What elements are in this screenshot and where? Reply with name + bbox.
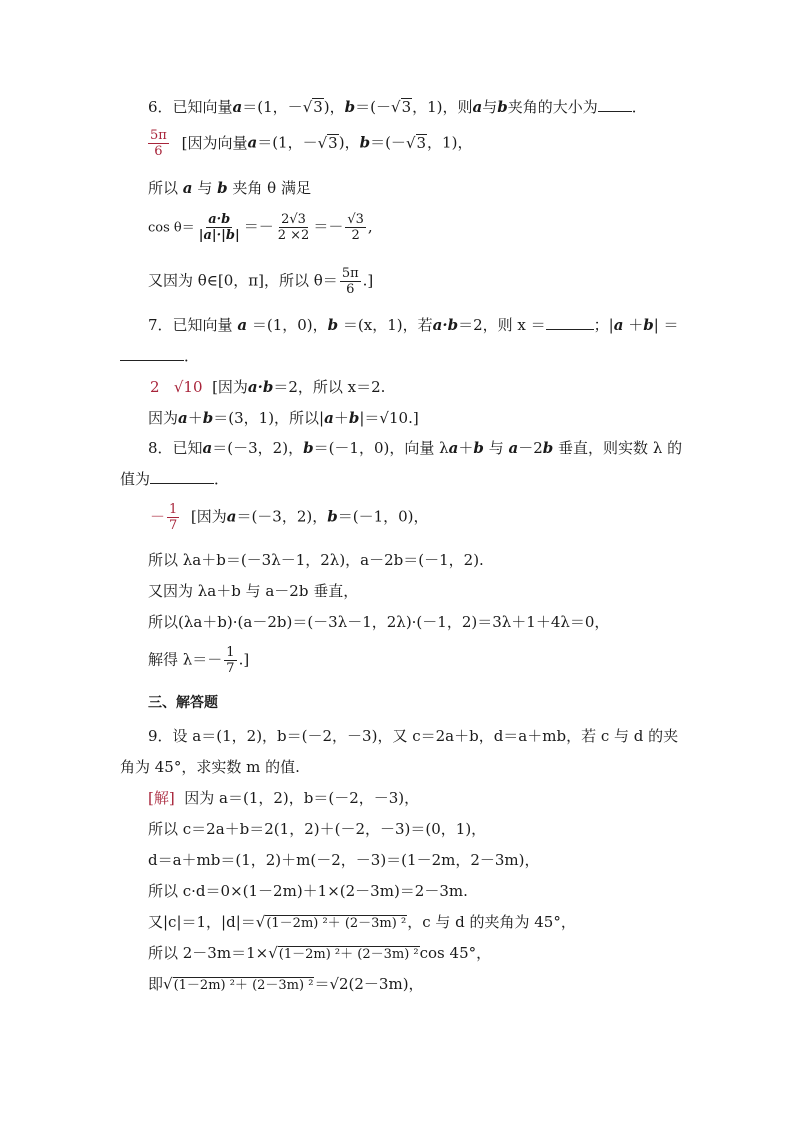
section-title: 三、解答题 [148,695,218,711]
answer-blank-2[interactable] [120,346,184,361]
q8-stem: 8．已知a＝(－3，2)，b＝(－1，0)，向量 λa＋b 与 a－2b 垂直，则实数 λ 的 [148,439,683,457]
answer-blank-1[interactable] [546,315,594,330]
q7-stem: 7．已知向量 a ＝(1，0)，b ＝(x，1)，若a·b＝2，则 x ＝ ；|a ＋b| ＝ [148,316,679,334]
q9-sol-line1: [解] 因为 a＝(1，2)，b＝(－2，－3)， [148,789,420,807]
q6-sol-line2: 所以 a 与 b 夹角 θ 满足 [148,179,311,197]
q8-sol-line3: 又因为 λa＋b 与 a－2b 垂直， [148,582,359,600]
q8-sol-line4: 所以(λa＋b)·(a－2b)＝(－3λ－1，2λ)·(－1，2)＝3λ＋1＋4λ＝0， [148,613,610,631]
q9-sol-line3: d＝a＋mb＝(1，2)＋m(－2，－3)＝(1－2m，2－3m)， [148,851,540,869]
q9-sol-line7: 即√(1－2m) ²＋ (2－3m) ²＝√2(2－3m)， [148,975,424,993]
q8-sol-line5: 解得 λ＝－ $\frac{1}{7}$ .] [148,645,250,676]
q9-sol-line5: 又|c|＝1，|d|＝√(1－2m) ²＋ (2－3m) ²，c 与 d 的夹角为 45°， [148,913,576,931]
q9-sol-line2: 所以 c＝2a＋b＝2(1，2)＋(－2，－3)＝(0，1)， [148,820,487,838]
answer-blank[interactable] [150,469,214,484]
q9-sol-line6: 所以 2－3m＝1×√(1－2m) ²＋ (2－3m) ²cos 45°， [148,944,492,962]
q6-answer: $\frac{5\pi}{6}$ [150,128,167,159]
q6-stem: 6．已知向量a＝(1，－√3)，b＝(－√3，1)，则a与b夹角的大小为 ． [148,98,647,116]
q6-answer-line: $\frac{5\pi}{6}$ [因为向量a＝(1，－√3)，b＝(－√3，1)， [150,128,473,159]
q7-stem-line2: ． [120,346,199,366]
q7-answer-line: 2 √10 [因为a·b＝2，所以 x＝2. [150,378,386,396]
q6-sol-line4: 又因为 θ∈[0，π]，所以 θ＝ $\frac{5\pi}{6}$ .] [148,266,374,297]
q9-stem-line2: 角为 45°，求实数 m 的值. [120,758,300,776]
q6-cos-line: cos θ＝ $\frac{a\cdot b}{|a|\cdot|b|}$ ＝－ $\frac{2√3}{2 \times 2}$ ＝－ $\frac{√3}{2}$ , [148,212,373,243]
q9-stem: 9．设 a＝(1，2)，b＝(－2，－3)，又 c＝2a＋b，d＝a＋mb，若 c 与 d 的夹 [148,727,679,745]
q9-sol-line4: 所以 c·d＝0×(1－2m)＋1×(2－3m)＝2－3m. [148,882,468,900]
q8-sol-line2: 所以 λa＋b＝(－3λ－1，2λ)，a－2b＝(－1，2). [148,551,484,569]
q8-answer-line: － $\frac{1}{7}$ [因为a＝(－3，2)，b＝(－1，0)， [150,502,429,533]
answer-blank[interactable] [598,97,632,112]
q7-sol-line2: 因为a＋b＝(3，1)，所以|a＋b|＝√10.] [148,409,419,427]
q8-stem-line2: 值为 ． [120,470,230,488]
q8-answer: $\frac{1}{7}$ [169,502,178,533]
